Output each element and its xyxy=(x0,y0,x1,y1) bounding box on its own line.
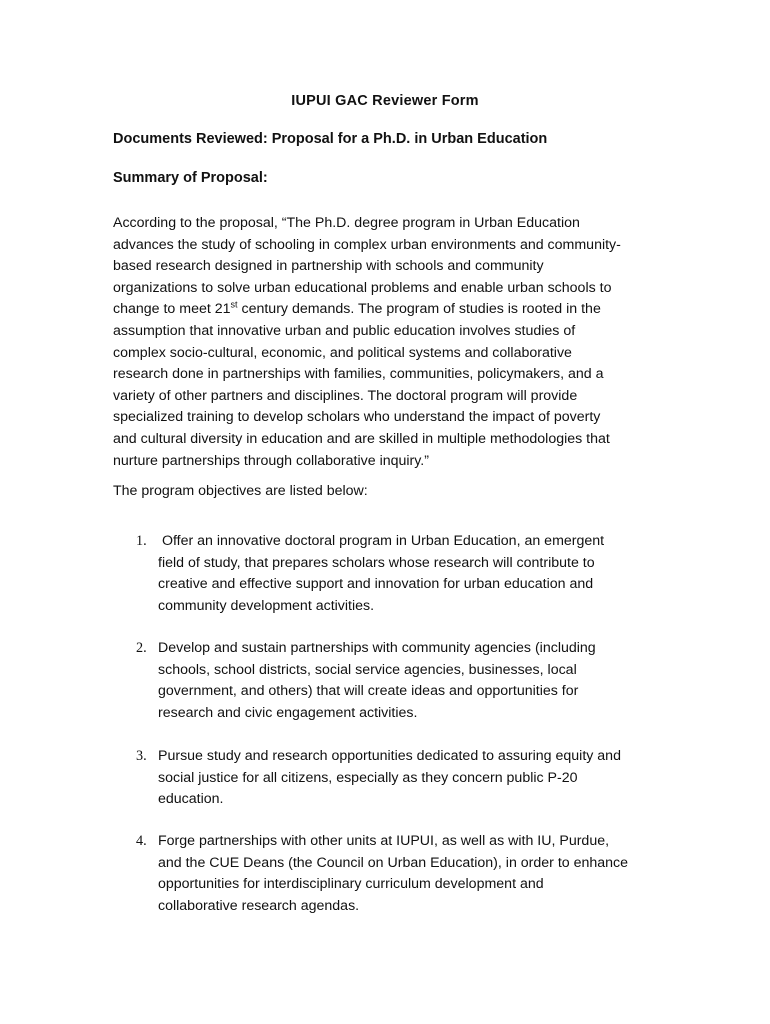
quote-line-part: change to meet 21 xyxy=(113,301,231,318)
quote-line: organizations to solve urban educational problems and enable urban schools to xyxy=(113,279,612,296)
objective-line: social justice for all citizens, especially as they concern public P-20 xyxy=(158,769,578,786)
objective-line: government, and others) that will create ideas and opportunities for xyxy=(158,683,579,700)
objectives-intro: The program objectives are listed below: xyxy=(113,483,368,499)
objective-line: opportunities for interdisciplinary curriculum development and xyxy=(158,876,544,893)
ordinal-superscript: st xyxy=(230,299,238,310)
documents-reviewed-heading: Documents Reviewed: Proposal for a Ph.D. in Urban Education xyxy=(113,131,548,147)
objective-line: field of study, that prepares scholars whose research will contribute to xyxy=(158,554,595,571)
quote-line: variety of other partners and disciplines. The doctoral program will provide xyxy=(113,387,578,404)
quote-line: specialized training to develop scholars who understand the impact of poverty xyxy=(113,409,601,426)
quote-line: assumption that innovative urban and public education involves studies of xyxy=(113,322,576,339)
objective-line: and the CUE Deans (the Council on Urban Education), in order to enhance xyxy=(158,854,629,871)
page-title: IUPUI GAC Reviewer Form xyxy=(291,93,479,109)
objective-text xyxy=(158,638,678,724)
objective-line: schools, school districts, social service agencies, businesses, local xyxy=(158,661,577,678)
objective-line: Forge partnerships with other units at IUPUI, as well as with IU, Purdue, xyxy=(158,833,610,849)
quote-line: According to the proposal, “The Ph.D. degree program in Urban Education xyxy=(113,215,580,231)
quote-line-part: century demands. The program of studies is rooted in the xyxy=(237,301,601,318)
objective-number: 1. xyxy=(136,533,147,549)
quote-line: research done in partnerships with families, communities, policymakers, and a xyxy=(113,366,604,383)
objective-text xyxy=(158,831,678,917)
objective-text xyxy=(158,531,678,617)
objective-number: 4. xyxy=(136,833,147,849)
proposal-quote-paragraph xyxy=(113,213,673,472)
objective-line: Offer an innovative doctoral program in Urban Education, an emergent xyxy=(158,533,605,549)
objective-text xyxy=(158,746,678,811)
quote-line: advances the study of schooling in complex urban environments and community- xyxy=(113,236,621,253)
objective-line: research and civic engagement activities. xyxy=(158,704,418,721)
objective-number: 2. xyxy=(136,640,147,656)
quote-line-with-superscript xyxy=(113,299,673,321)
objective-line: education. xyxy=(158,791,224,808)
quote-line: complex socio-cultural, economic, and political systems and collaborative xyxy=(113,344,572,361)
quote-line: and cultural diversity in education and are skilled in multiple methodologies that xyxy=(113,430,610,447)
objective-line: collaborative research agendas. xyxy=(158,897,360,914)
objective-line: Develop and sustain partnerships with community agencies (including xyxy=(158,640,596,656)
quote-line: nurture partnerships through collaborative inquiry.” xyxy=(113,452,429,469)
summary-heading: Summary of Proposal: xyxy=(113,170,268,186)
objective-line: Pursue study and research opportunities dedicated to assuring equity and xyxy=(158,748,621,764)
objective-line: community development activities. xyxy=(158,597,375,614)
quote-line: based research designed in partnership with schools and community xyxy=(113,258,544,275)
objective-line: creative and effective support and innovation for urban education and xyxy=(158,576,594,593)
objective-number: 3. xyxy=(136,748,147,764)
